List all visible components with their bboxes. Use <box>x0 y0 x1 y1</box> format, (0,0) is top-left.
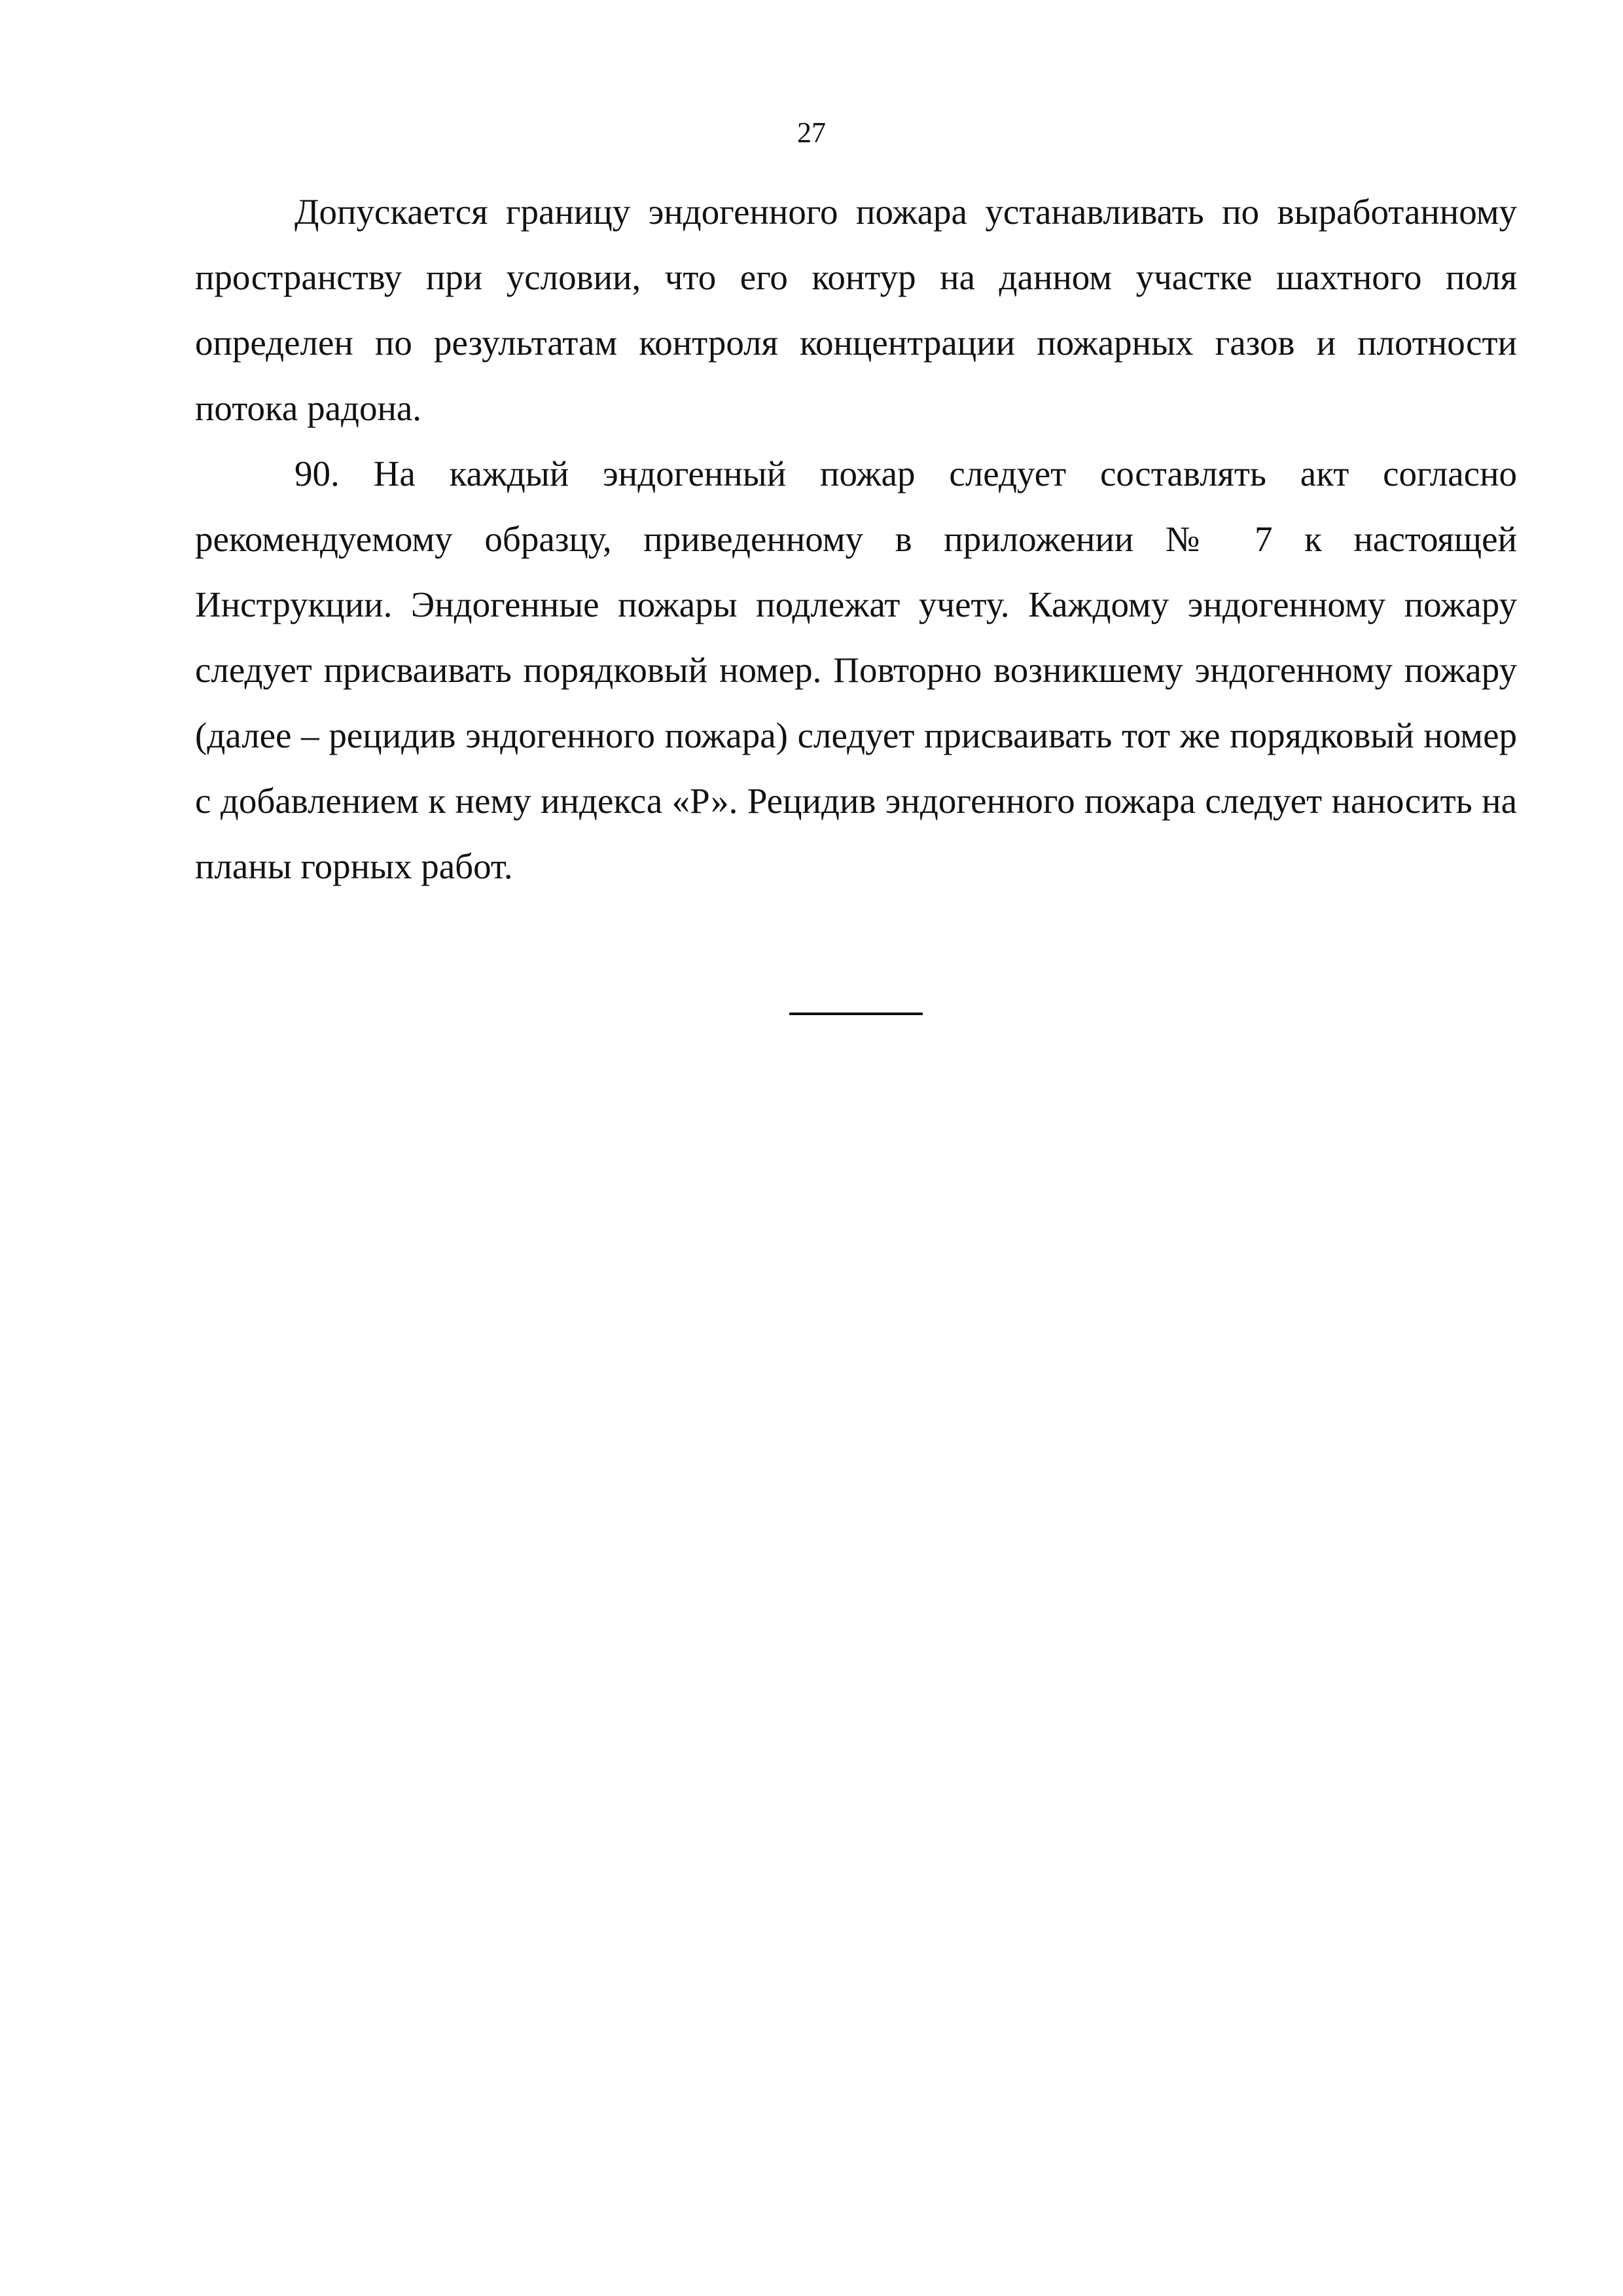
paragraph-boundary-rule: Допускается границу эндогенного пожара устанавливать по выработанному пространству при условии, что его контур на данном участке шахтного поля определен по результатам контроля концентрации пожарных газов и плотности потока радона. <box>195 192 1517 428</box>
end-of-document-rule <box>789 1013 923 1015</box>
clause-number: 90. <box>294 454 340 493</box>
page-number: 27 <box>797 117 826 149</box>
paragraph-90 <box>195 441 1517 899</box>
clause-text: На каждый эндогенный пожар следует составлять акт согласно рекомендуемому образцу, приведенному в приложении № 7 к настоящей Инструкции. Эндогенные пожары подлежат учету. Каждому эндогенному пожару следует присваивать порядковый номер. Повторно возникшему эндогенному пожару (далее – рецидив эндогенного пожара) следует присваивать тот же порядковый номер с добавлением к нему индекса «Р». Рецидив эндогенного пожара следует наносить на планы горных работ. <box>195 454 1518 886</box>
